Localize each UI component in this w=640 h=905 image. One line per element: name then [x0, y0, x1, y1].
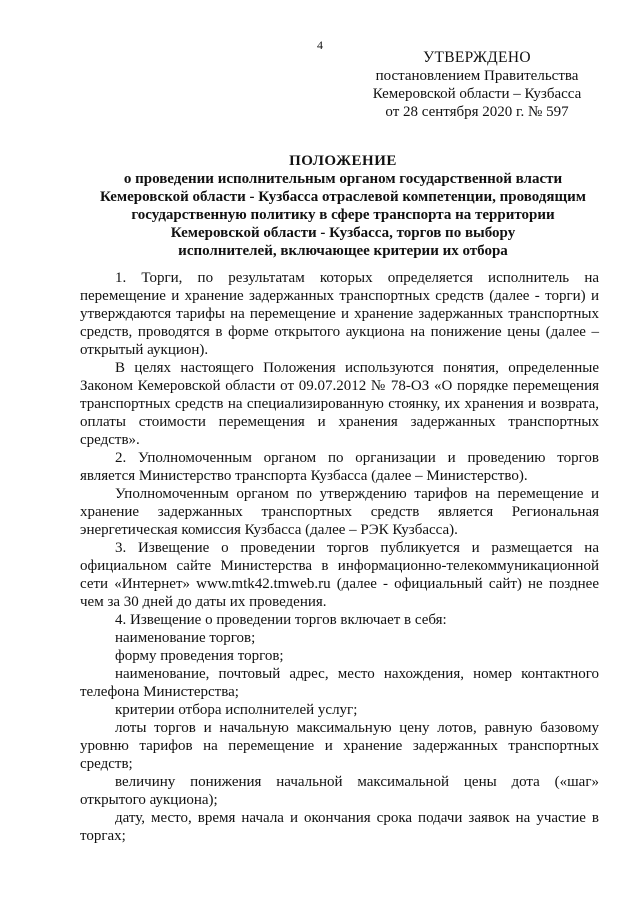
document-title-block	[80, 152, 606, 260]
list-item: лоты торгов и начальную максимальную цену лотов, равную базовому уровню тарифов на перемещение и хранение задержанных транспортных средств;	[80, 720, 599, 772]
list-item: форму проведения торгов;	[115, 648, 284, 664]
paragraph: 1. Торги, по результатам которых определяется исполнитель на перемещение и хранение задержанных транспортных средств (далее - торги) и утверждаются тарифы на перемещение и хранение задержанных транспортных средств, проводятся в форме открытого аукциона на понижение цены (далее – открытый аукцион).	[80, 270, 599, 358]
paragraph: В целях настоящего Положения используются понятия, определенные Законом Кемеровской области от 09.07.2012 № 78-ОЗ «О порядке перемещения транспортных средств на специализированную стоянку, их хранения и возврата, оплаты стоимости перемещения и хранения задержанных транспортных средств».	[80, 360, 599, 448]
approval-line: Кемеровской области – Кузбасса	[372, 86, 582, 102]
approval-line: постановлением Правительства	[375, 68, 579, 84]
list-item: дату, место, время начала и окончания срока подачи заявок на участие в торгах;	[80, 810, 599, 844]
title-line: Кемеровской области - Кузбасса, торгов по выбору	[170, 225, 516, 241]
paragraph: 3. Извещение о проведении торгов публикуется и размещается на официальном сайте Министерства в информационно-телекоммуникационной сети «Интернет» www.mtk42.tmweb.ru (далее - официальный сайт) не позднее чем за 30 дней до даты их проведения.	[80, 540, 599, 610]
paragraph: 2. Уполномоченным органом по организации и проведению торгов является Министерство транспорта Кузбасса (далее – Министерство).	[80, 450, 599, 484]
paragraph: Уполномоченным органом по утверждению тарифов на перемещение и хранение задержанных транспортных средств является Региональная энергетическая комиссия Кузбасса (далее – РЭК Кузбасса).	[80, 486, 599, 538]
document-title: ПОЛОЖЕНИЕ	[289, 153, 397, 169]
list-item: величину понижения начальной максимальной цены дота («шаг» открытого аукциона);	[80, 774, 599, 808]
title-line: Кемеровской области - Кузбасса отраслевой компетенции, проводящим	[99, 189, 587, 205]
list-item: наименование, почтовый адрес, место нахождения, номер контактного телефона Министерства;	[80, 666, 599, 700]
list-item: наименование торгов;	[115, 630, 256, 646]
approval-stamp	[362, 49, 592, 121]
page-number: 4	[317, 38, 323, 52]
approval-heading: УТВЕРЖДЕНО	[423, 49, 531, 66]
document-body	[80, 269, 599, 845]
title-line: исполнителей, включающее критерии их отбора	[178, 243, 508, 259]
approval-line: от 28 сентября 2020 г. № 597	[385, 104, 569, 120]
paragraph: 4. Извещение о проведении торгов включает в себя:	[115, 612, 447, 628]
title-line: о проведении исполнительным органом государственной власти	[123, 171, 563, 187]
title-line: государственную политику в сфере транспорта на территории	[131, 207, 555, 223]
list-item: критерии отбора исполнителей услуг;	[115, 702, 358, 718]
